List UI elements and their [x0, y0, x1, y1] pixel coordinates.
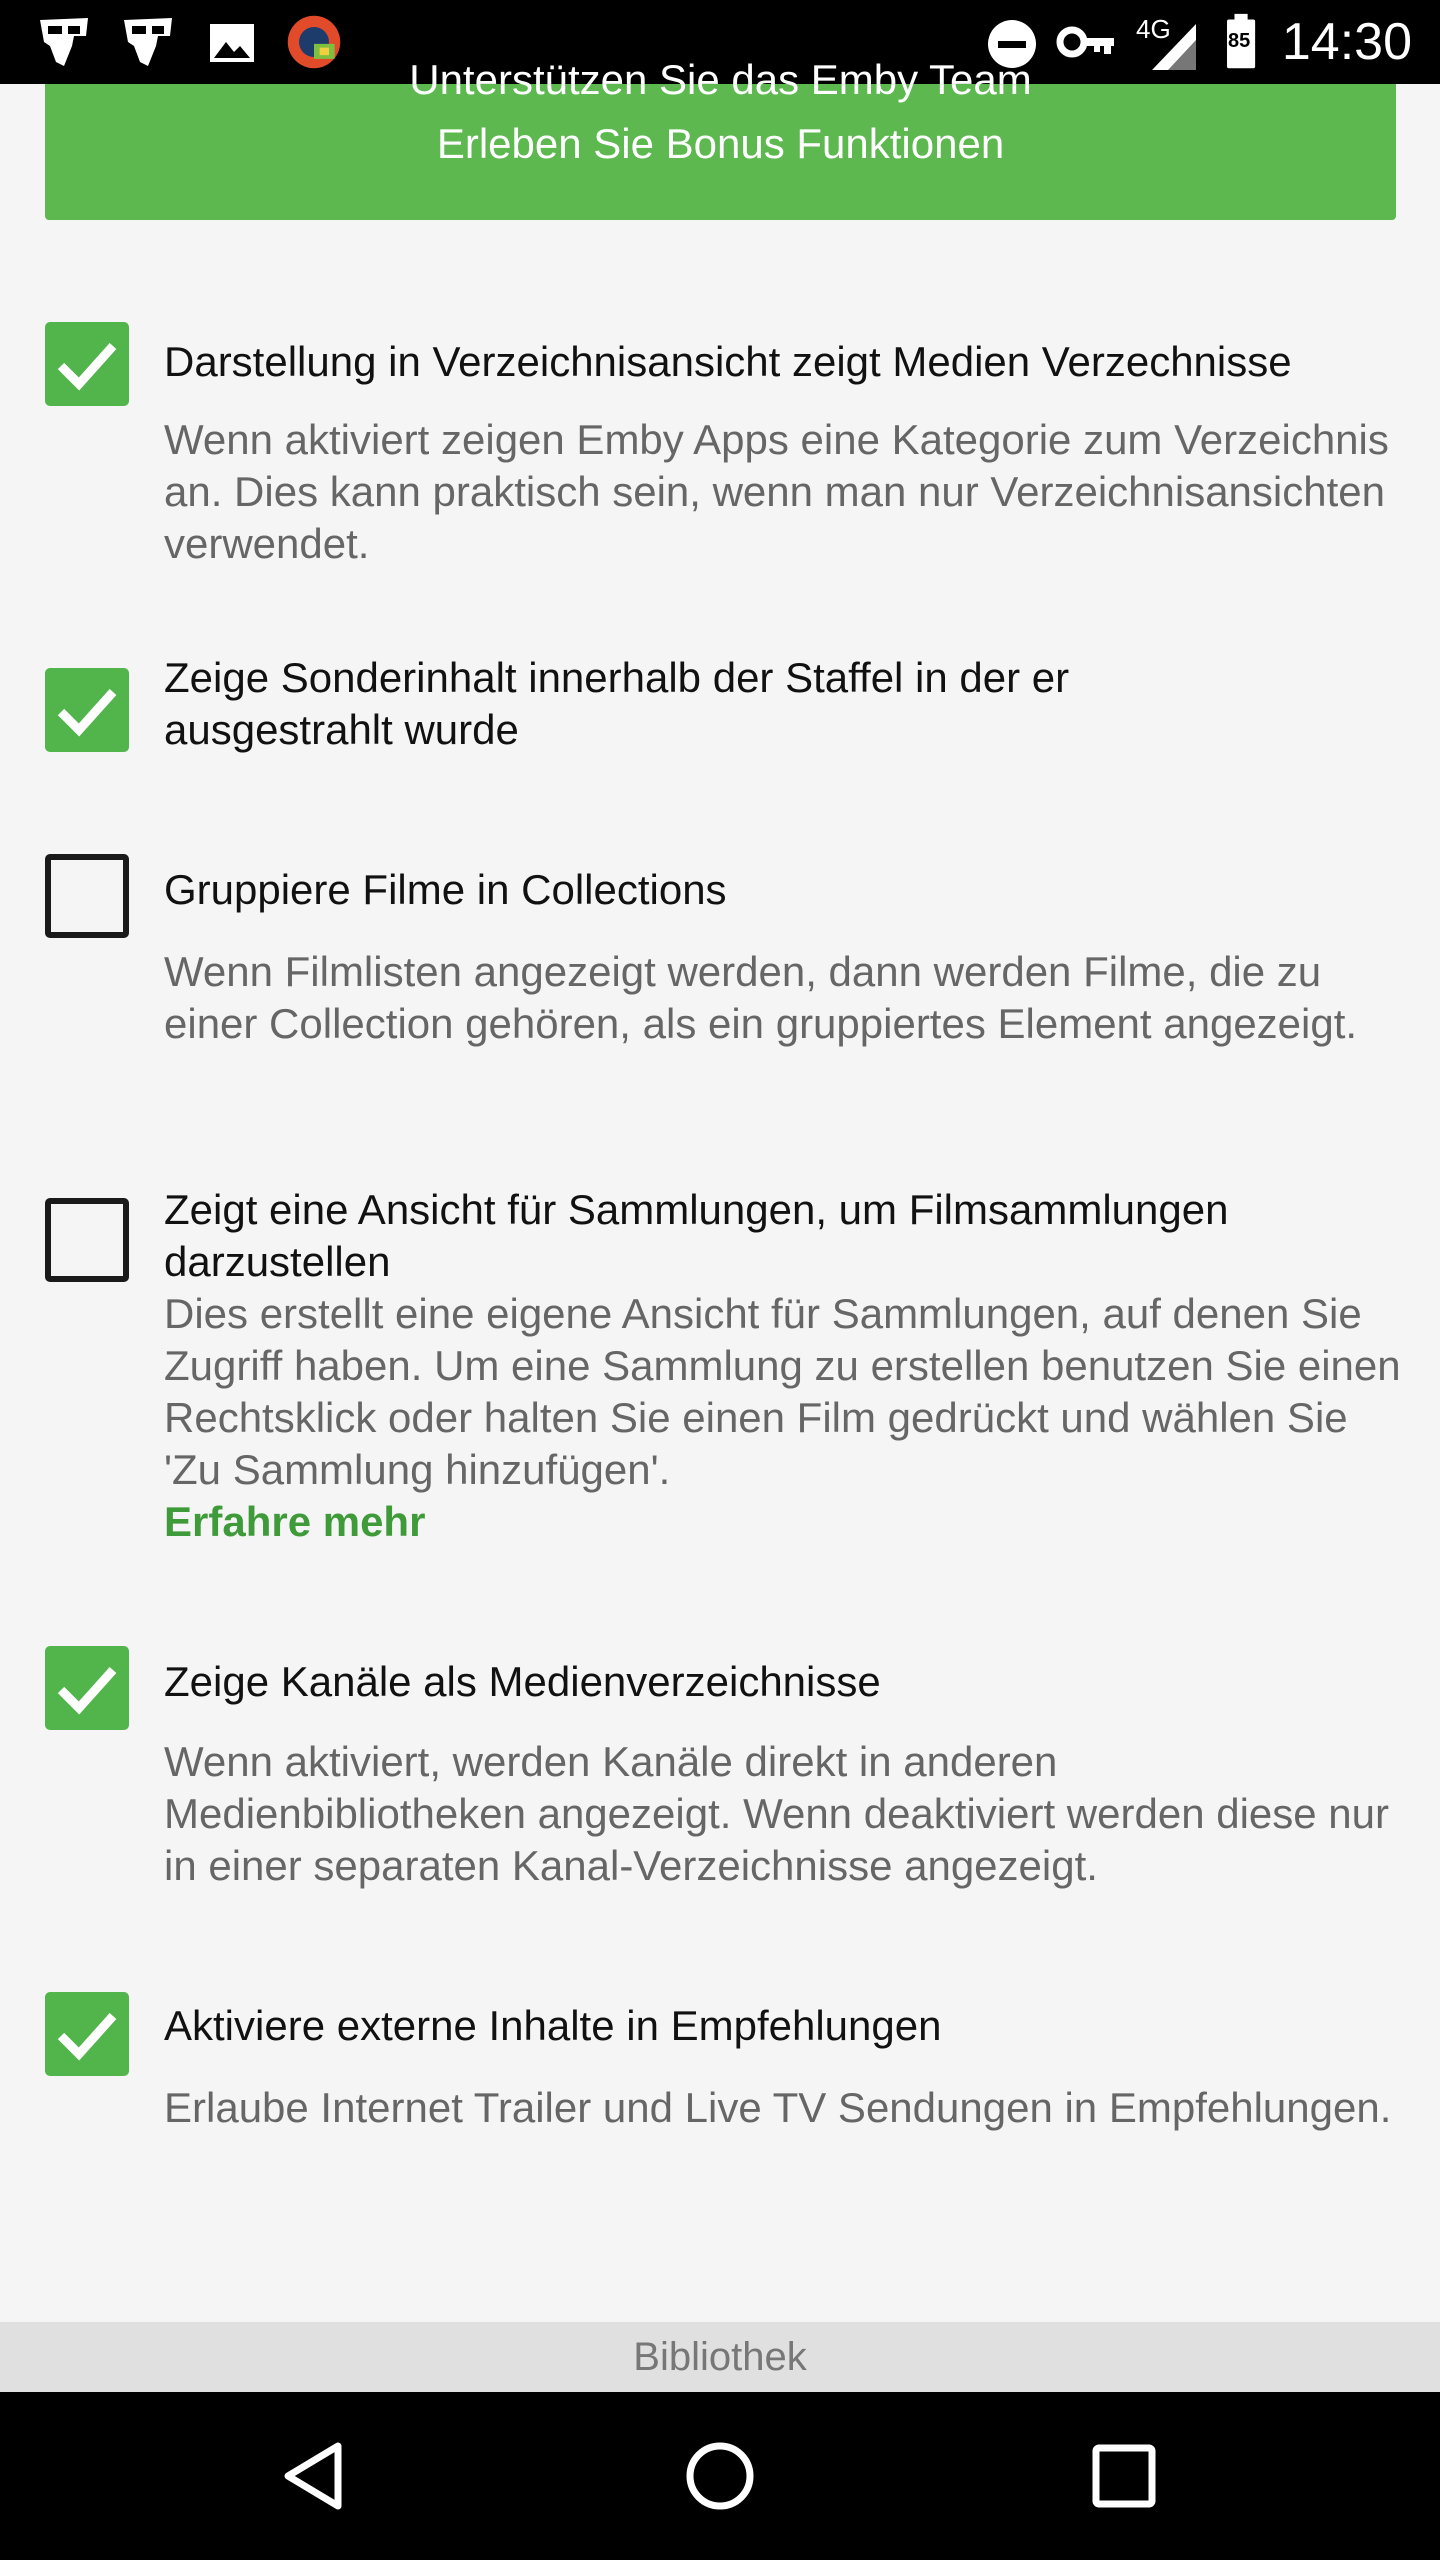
banner-title: Unterstützen Sie das Emby Team [409, 56, 1032, 103]
checkmark-icon [55, 334, 119, 394]
status-time: 14:30 [1281, 13, 1412, 71]
home-icon[interactable] [680, 2436, 760, 2516]
setting-label[interactable]: Aktiviere externe Inhalte in Empfehlungen [164, 2002, 942, 2049]
setting-description: Wenn aktiviert, werden Kanäle direkt in anderen Medienbibliotheken angezeigt. Wenn deaktiviert werden diese nur in einer separaten Kanal-Verzeichnisse angezeigt. [164, 1738, 1389, 1889]
setting-checkbox[interactable] [45, 1198, 129, 1282]
setting-description: Erlaube Internet Trailer und Live TV Sendungen in Empfehlungen. [164, 2084, 1392, 2131]
recents-icon[interactable] [1084, 2436, 1164, 2516]
setting-label[interactable]: Zeige Sonderinhalt innerhalb der Staffel in der er ausgestrahlt wurde [164, 654, 1070, 753]
network-type: 4G [1136, 14, 1171, 44]
setting-label[interactable]: Darstellung in Verzeichnisansicht zeigt Medien Verzechnisse [164, 338, 1292, 385]
setting-description: Wenn Filmlisten angezeigt werden, dann werden Filme, die zu einer Collection gehören, als ein gruppiertes Element angezeigt. [164, 948, 1358, 1047]
setting-label[interactable]: Zeige Kanäle als Medienverzeichnisse [164, 1658, 881, 1705]
checkmark-icon [55, 1658, 119, 1718]
tab-library[interactable]: Bibliothek [0, 2322, 1440, 2392]
navigation-bar [0, 2392, 1440, 2560]
setting-label[interactable]: Zeigt eine Ansicht für Sammlungen, um Filmsammlungen darzustellen [164, 1186, 1229, 1285]
checkmark-icon [55, 680, 119, 740]
setting-checkbox[interactable] [45, 1646, 129, 1730]
setting-checkbox[interactable] [45, 322, 129, 406]
setting-checkbox[interactable] [45, 668, 129, 752]
learn-more-link[interactable]: Erfahre mehr [164, 1498, 426, 1545]
setting-checkbox[interactable] [45, 854, 129, 938]
setting-description: Dies erstellt eine eigene Ansicht für Sammlungen, auf denen Sie Zugriff haben. Um eine Sammlung zu erstellen benutzen Sie einen Rechtsklick oder halten Sie einen Film gedrückt und wählen Sie 'Zu Sammlung hinzufügen'. [164, 1290, 1401, 1493]
setting-checkbox[interactable] [45, 1992, 129, 2076]
support-banner[interactable] [45, 56, 1396, 220]
banner-subtitle: Erleben Sie Bonus Funktionen [436, 120, 1005, 167]
checkmark-icon [55, 2004, 119, 2064]
back-icon[interactable] [276, 2436, 356, 2516]
battery-level: 85 [1228, 30, 1251, 52]
setting-label[interactable]: Gruppiere Filme in Collections [164, 866, 727, 913]
setting-description: Wenn aktiviert zeigen Emby Apps eine Kategorie zum Verzeichnis an. Dies kann praktisch sein, wenn man nur Verzeichnisansichten verwendet. [164, 416, 1389, 567]
